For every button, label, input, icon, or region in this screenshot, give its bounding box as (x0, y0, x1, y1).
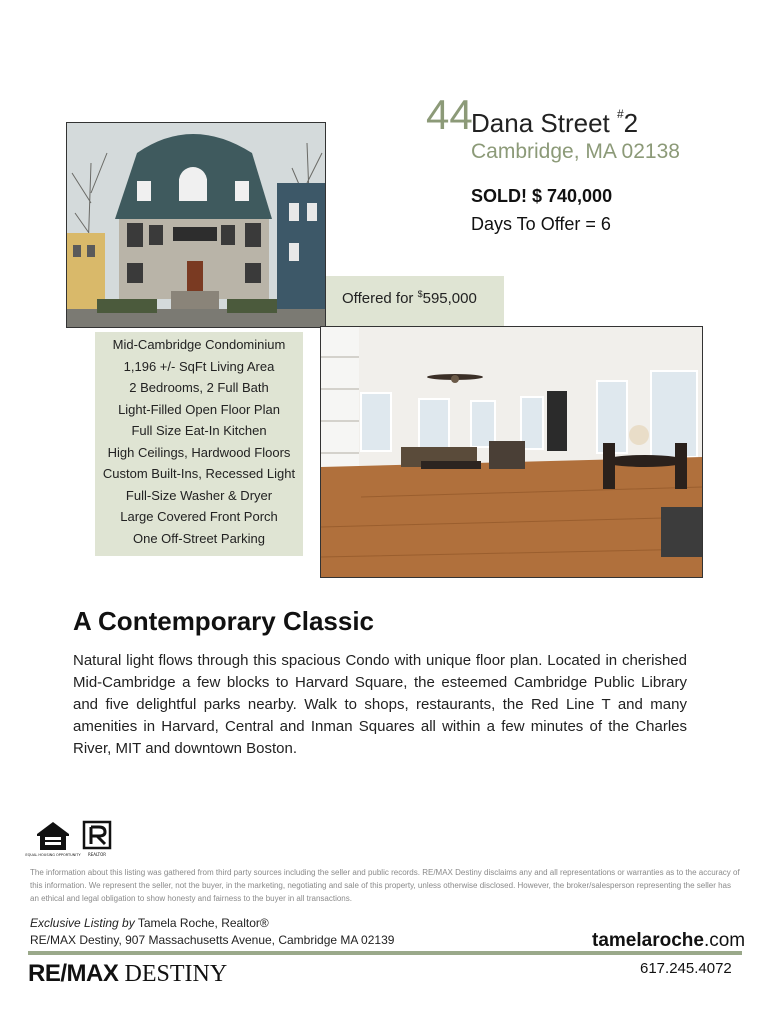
address-number: 44 (426, 91, 473, 138)
feature-item: Mid-Cambridge Condominium (112, 337, 286, 352)
remax-wordmark: RE/MAX (28, 960, 119, 987)
description: Natural light flows through this spacious Condo with unique floor plan. Located in cherished Mid-Cambridge a few blocks to Harvard Square, the esteemed Cambridge Public Library and five delightful parks nearby. Walk to shops, restaurants, the Red Line T and many amenities in Harvard, Central and Inman Squares all within a few minutes of the Charles River, MIT and downtown Boston. (73, 652, 687, 757)
feature-item: Light-Filled Open Floor Plan (118, 401, 280, 417)
living-room-photo (320, 326, 703, 578)
features-list (95, 332, 303, 549)
equal-housing-logo (25, 820, 81, 858)
features-box (95, 332, 303, 556)
office-address: RE/MAX Destiny, 907 Massachusetts Avenue, Cambridge MA 02139 (30, 933, 395, 947)
website-domain: tamelaroche (592, 930, 704, 951)
offered-label: Offered for (342, 290, 418, 307)
feature-item: Custom Built-Ins, Recessed Light (102, 466, 296, 481)
address-city: Cambridge, MA 02138 (471, 140, 680, 163)
feature-item: Large Covered Front Porch (120, 509, 278, 524)
unit (617, 108, 638, 138)
divider (28, 951, 742, 955)
feature-item: Full-Size Washer & Dryer (125, 487, 273, 503)
agent-name: Tamela Roche, Realtor® (134, 916, 269, 930)
house-icon (25, 820, 81, 858)
headline: A Contemporary Classic (73, 606, 375, 636)
unit-number: 2 (623, 108, 639, 138)
offered-price-box (326, 276, 504, 326)
street-name: Dana Street (471, 108, 617, 138)
currency-symbol: $ (417, 289, 423, 299)
house-exterior-photo (66, 122, 326, 328)
address-street (471, 107, 639, 138)
offered-price: 595,000 (422, 290, 477, 307)
days-to-offer: Days To Offer = 6 (471, 214, 611, 234)
website-tld: .com (703, 930, 746, 951)
feature-item: 1,196 +/- SqFt Living Area (123, 358, 275, 374)
sold-price: SOLD! $ 740,000 (471, 186, 613, 206)
realtor-logo (80, 820, 116, 858)
realtor-r-icon (80, 820, 116, 858)
exclusive-label: Exclusive Listing by (30, 916, 135, 930)
feature-item: High Ceilings, Hardwood Floors (107, 444, 291, 460)
phone-number[interactable]: 617.245.4072 (640, 960, 732, 977)
remax-destiny-logo (28, 960, 227, 988)
disclaimer: The information about this listing was gathered from third party sources including the seller and public records. RE/MAX Destiny disclaims any and all representations or warranties as to the accuracy of this information. We represent the seller, not the buyer, in the marketing, negotiating and sale of this property, unless otherwise disclosed. However, the broker/salesperson representing the seller has an ethical and legal obligation to show honesty and fairness to the buyer in all transactions. (30, 868, 740, 903)
feature-item: 2 Bedrooms, 2 Full Bath (129, 380, 269, 395)
listing-agent (30, 916, 269, 930)
feature-item: One Off-Street Parking (133, 530, 265, 546)
equal-housing-text: EQUAL HOUSING OPPORTUNITY (25, 853, 81, 857)
website-link[interactable] (592, 930, 745, 952)
realtor-text: REALTOR (87, 852, 107, 857)
feature-item: Full Size Eat-In Kitchen (131, 423, 267, 438)
destiny-wordmark: DESTINY (124, 961, 228, 987)
unit-symbol: # (616, 107, 624, 122)
